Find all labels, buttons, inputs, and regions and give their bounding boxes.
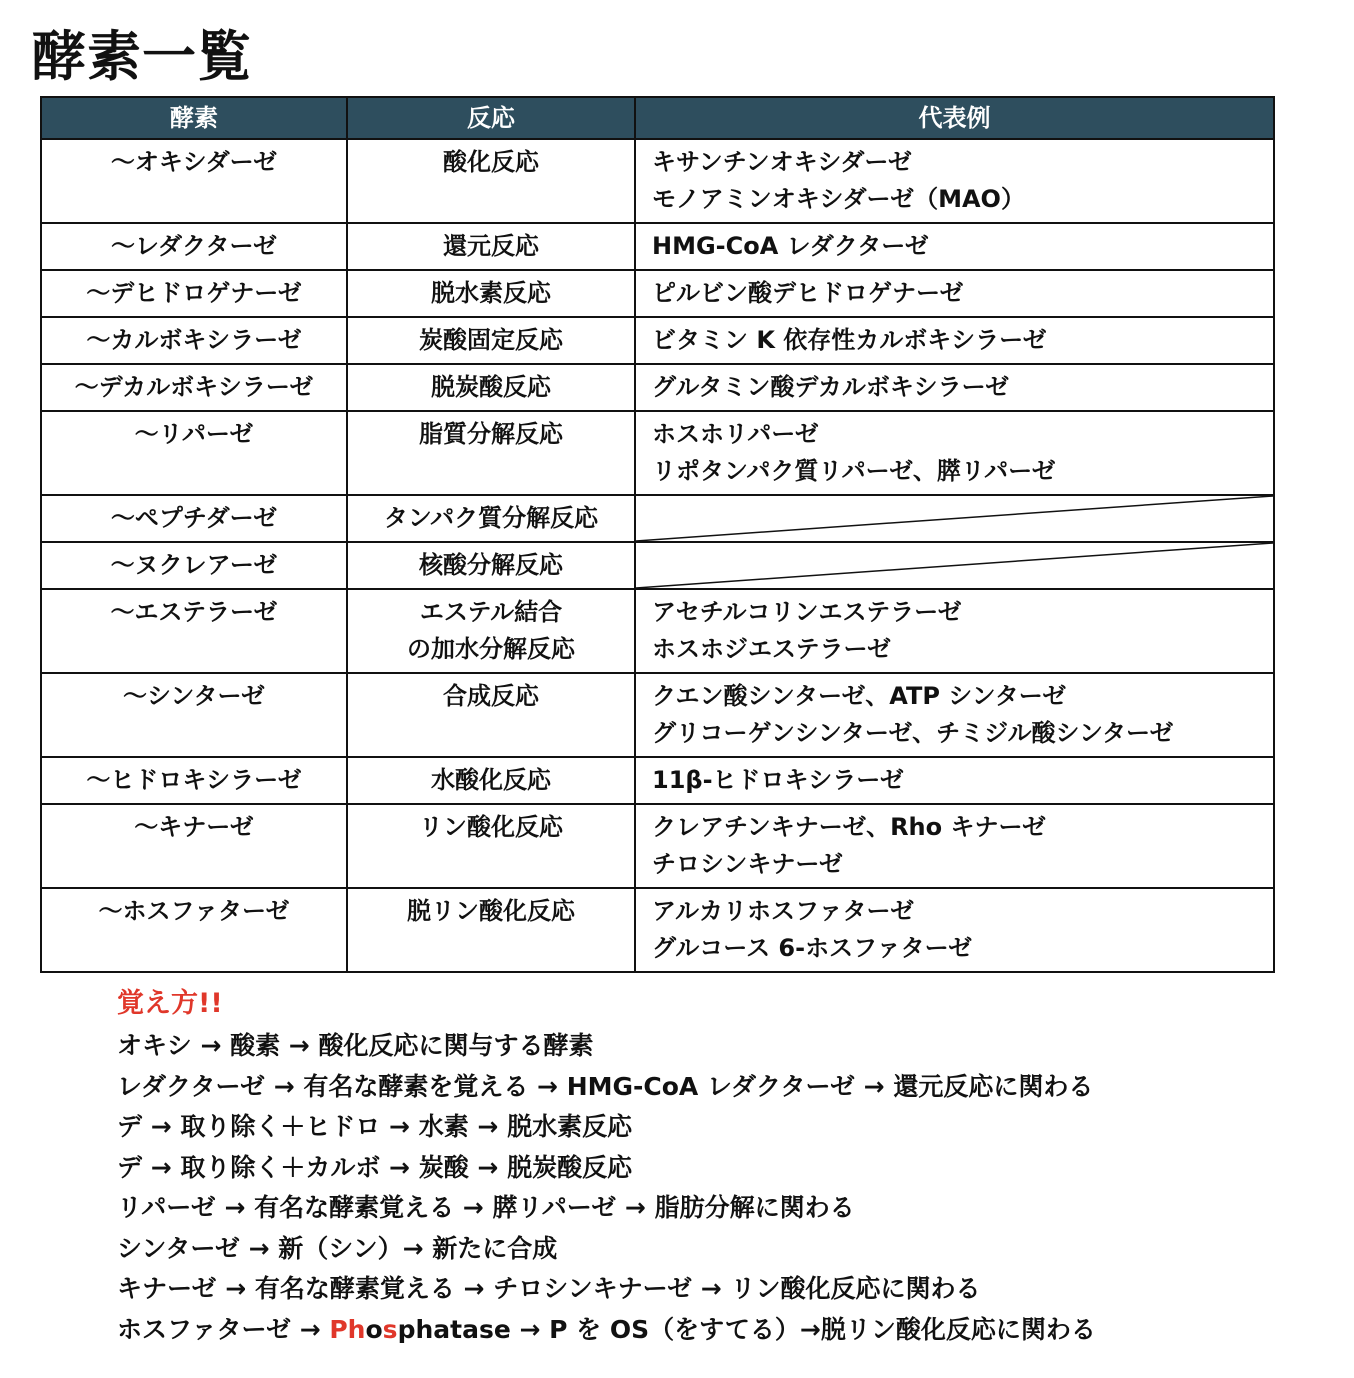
memo-line: シンターゼ → 新（シン）→ 新たに合成 (117, 1233, 558, 1263)
cell-enzyme (41, 673, 347, 757)
example-text: アセチルコリンエステラーゼ (652, 598, 962, 626)
cell-enzyme (41, 139, 347, 223)
cell-reaction (347, 364, 635, 411)
memo-line: デ → 取り除く＋カルボ → 炭酸 → 脱炭酸反応 (117, 1152, 633, 1182)
enzyme-name: 〜ヌクレアーゼ (110, 551, 278, 579)
enzyme-name: 〜リパーゼ (134, 420, 254, 448)
enzyme-name: 〜レダクターゼ (110, 232, 278, 260)
example-text: キサンチンオキシダーゼ (652, 148, 912, 176)
example-text: ホスホジエステラーゼ (652, 635, 892, 663)
cell-example (635, 757, 1274, 804)
reaction-text: タンパク質分解反応 (383, 504, 599, 532)
table-row (41, 542, 1274, 589)
enzyme-name: 〜デカルボキシラーゼ (74, 373, 314, 401)
cell-reaction (347, 495, 635, 542)
example-text: リポタンパク質リパーゼ、膵リパーゼ (652, 457, 1056, 485)
enzyme-name: 〜オキシダーゼ (110, 148, 278, 176)
cell-example (635, 139, 1274, 223)
cell-example-empty (635, 495, 1274, 542)
reaction-text: 脱炭酸反応 (431, 373, 551, 401)
header-reaction: 反応 (347, 97, 635, 139)
enzyme-name: 〜ペプチダーゼ (110, 504, 278, 532)
table-row (41, 270, 1274, 317)
enzyme-table (40, 96, 1275, 973)
cell-reaction (347, 589, 635, 673)
cell-reaction (347, 270, 635, 317)
example-text: ホスホリパーゼ (652, 420, 819, 448)
cell-reaction (347, 223, 635, 270)
table-row (41, 673, 1274, 757)
memo-line: リパーゼ → 有名な酵素覚える → 膵リパーゼ → 脂肪分解に関わる (117, 1193, 855, 1222)
cell-example (635, 804, 1274, 888)
enzyme-name: 〜ヒドロキシラーゼ (86, 766, 302, 794)
table-row (41, 804, 1274, 888)
cell-enzyme (41, 542, 347, 589)
reaction-text: 脱リン酸化反応 (407, 897, 575, 925)
cell-enzyme (41, 411, 347, 495)
header-enzyme: 酵素 (41, 97, 347, 139)
cell-example (635, 673, 1274, 757)
example-text: ビタミン K 依存性カルボキシラーゼ (652, 326, 1047, 354)
example-text: グリコーゲンシンターゼ、チミジル酸シンターゼ (652, 719, 1174, 747)
table-header-row (41, 97, 1274, 139)
reaction-text: エステル結合 (419, 598, 563, 626)
reaction-text: 水酸化反応 (431, 766, 551, 794)
table-row (41, 139, 1274, 223)
reaction-text: 酸化反応 (443, 148, 539, 176)
memo-last-suffix: phatase → P を OS（をすてる）→脱リン酸化反応に関わる (397, 1314, 1096, 1344)
table-row (41, 757, 1274, 804)
memo-title: 覚え方!! (117, 988, 223, 1019)
cell-reaction (347, 139, 635, 223)
reaction-text: 炭酸固定反応 (419, 326, 563, 354)
enzyme-name: 〜エステラーゼ (110, 598, 278, 626)
reaction-text: 脱水素反応 (431, 279, 551, 307)
diagonal-slash (636, 496, 1273, 541)
memo-last-mid: o (365, 1314, 383, 1344)
memo-line-phosphatase (117, 1310, 1096, 1351)
reaction-text: 核酸分解反応 (419, 551, 563, 579)
cell-enzyme (41, 804, 347, 888)
enzyme-name: 〜デヒドロゲナーゼ (86, 279, 302, 307)
example-text: グルコース 6-ホスファターゼ (652, 934, 973, 962)
enzyme-name: 〜シンターゼ (123, 682, 265, 710)
memo-line: キナーゼ → 有名な酵素覚える → チロシンキナーゼ → リン酸化反応に関わる (117, 1274, 981, 1303)
reaction-text: 脂質分解反応 (419, 420, 563, 448)
enzyme-name: 〜キナーゼ (134, 813, 254, 841)
cell-example (635, 589, 1274, 673)
cell-enzyme (41, 270, 347, 317)
example-text: ピルビン酸デヒドロゲナーゼ (652, 279, 964, 307)
cell-enzyme (41, 364, 347, 411)
enzyme-name: 〜ホスファターゼ (98, 897, 290, 925)
example-text: モノアミンオキシダーゼ（MAO） (652, 185, 1025, 213)
cell-reaction (347, 542, 635, 589)
example-text: 11β-ヒドロキシラーゼ (652, 766, 904, 794)
reaction-text: 還元反応 (443, 232, 539, 260)
cell-enzyme (41, 888, 347, 972)
cell-reaction (347, 757, 635, 804)
memo-section (117, 982, 1096, 1350)
example-text: クエン酸シンターゼ、ATP シンターゼ (652, 682, 1067, 710)
table-row (41, 411, 1274, 495)
table-row (41, 317, 1274, 364)
memo-line: レダクターゼ → 有名な酵素を覚える → HMG-CoA レダクターゼ → 還元反応に関わる (117, 1071, 1094, 1101)
cell-reaction (347, 673, 635, 757)
cell-reaction (347, 411, 635, 495)
cell-enzyme (41, 495, 347, 542)
memo-line: オキシ → 酸素 → 酸化反応に関与する酵素 (117, 1031, 594, 1060)
reaction-text: リン酸化反応 (419, 813, 563, 841)
header-example: 代表例 (635, 97, 1274, 139)
page-title: 酵素一覧 (32, 25, 252, 88)
table-body (41, 139, 1274, 972)
table-row (41, 589, 1274, 673)
cell-enzyme (41, 317, 347, 364)
cell-example (635, 364, 1274, 411)
example-text: クレアチンキナーゼ、Rho キナーゼ (652, 813, 1047, 841)
example-text: グルタミン酸デカルボキシラーゼ (652, 373, 1010, 401)
table-row (41, 888, 1274, 972)
cell-reaction (347, 888, 635, 972)
reaction-text: の加水分解反応 (407, 635, 575, 663)
diagonal-slash (636, 543, 1273, 588)
table-row (41, 495, 1274, 542)
table-row (41, 364, 1274, 411)
cell-reaction (347, 804, 635, 888)
memo-lines (117, 1026, 1096, 1310)
cell-enzyme (41, 223, 347, 270)
table-row (41, 223, 1274, 270)
memo-highlight-ph: Ph (329, 1314, 366, 1344)
reaction-text: 合成反応 (443, 682, 539, 710)
memo-highlight-s: s (382, 1314, 398, 1344)
memo-line: デ → 取り除く＋ヒドロ → 水素 → 脱水素反応 (117, 1112, 633, 1141)
enzyme-name: 〜カルボキシラーゼ (86, 326, 302, 354)
example-text: チロシンキナーゼ (652, 850, 843, 878)
cell-example (635, 223, 1274, 270)
cell-example (635, 317, 1274, 364)
cell-enzyme (41, 589, 347, 673)
cell-reaction (347, 317, 635, 364)
example-text: アルカリホスファターゼ (652, 897, 915, 925)
cell-example (635, 888, 1274, 972)
cell-enzyme (41, 757, 347, 804)
cell-example (635, 270, 1274, 317)
cell-example (635, 411, 1274, 495)
example-text: HMG-CoA レダクターゼ (652, 232, 929, 260)
memo-last-prefix: ホスファターゼ → (117, 1314, 330, 1344)
cell-example-empty (635, 542, 1274, 589)
